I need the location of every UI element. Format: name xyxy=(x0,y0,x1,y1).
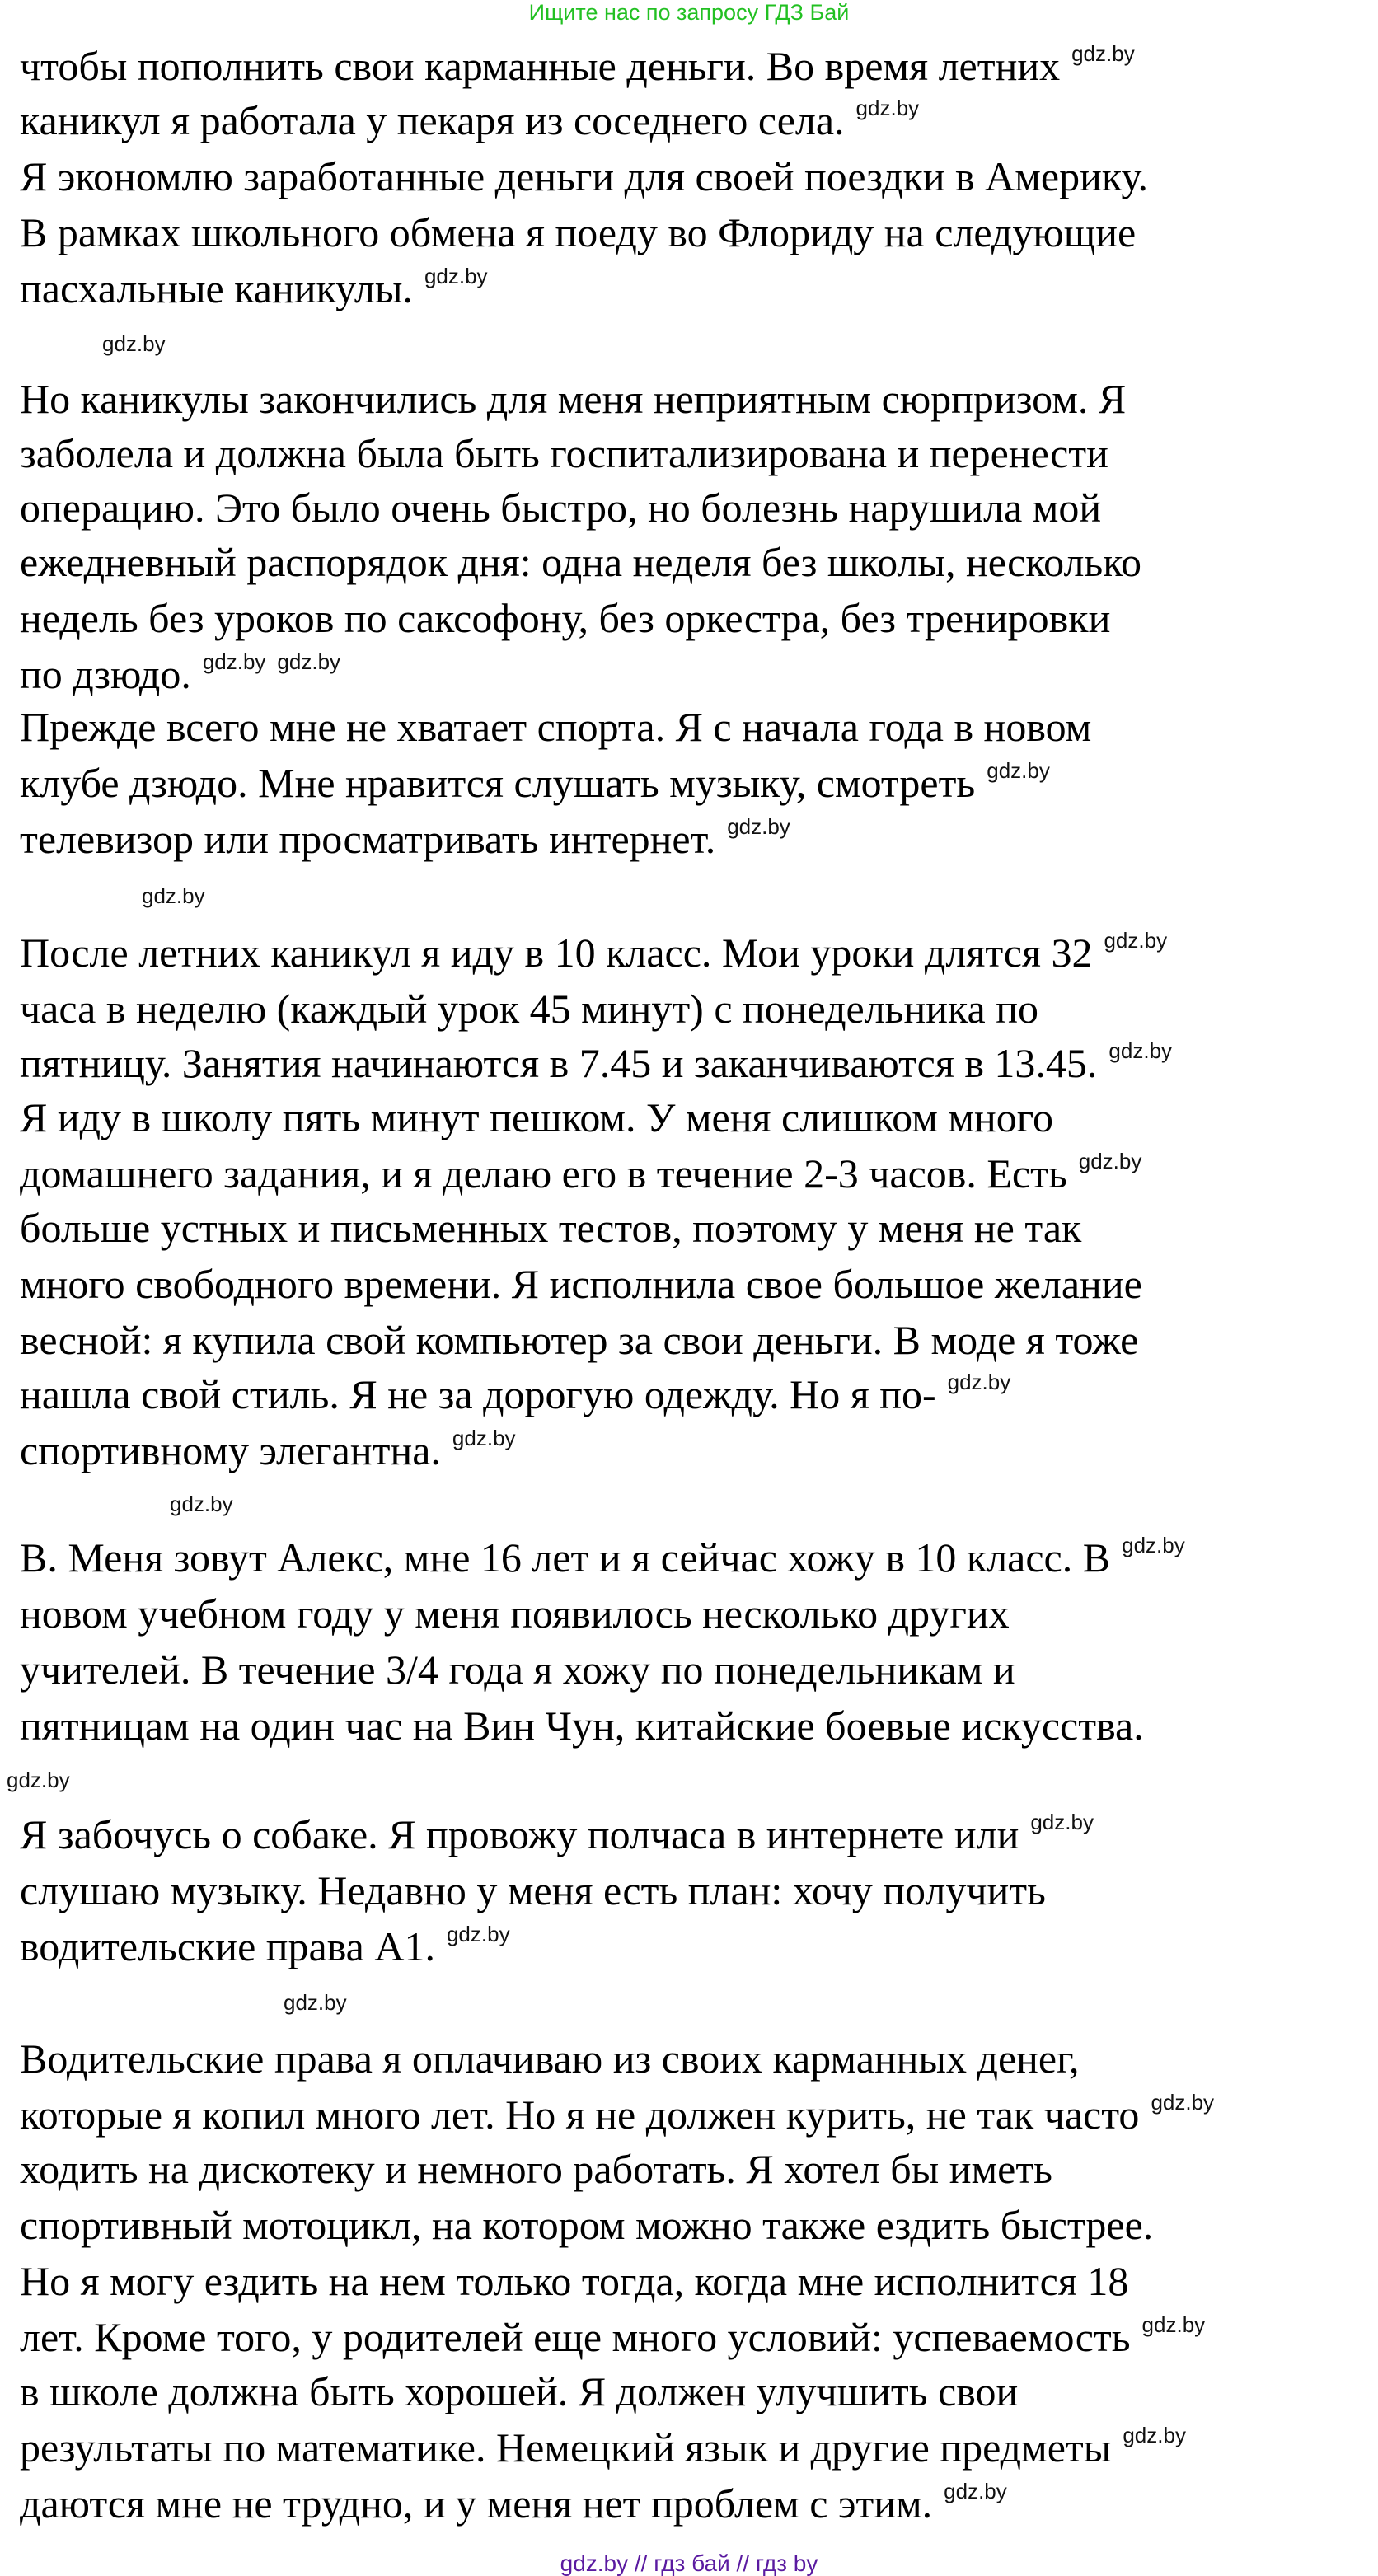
text-line-content: В рамках школьного обмена я поеду во Флориду на следующие xyxy=(20,209,1137,255)
text-line xyxy=(20,41,1135,91)
text-line xyxy=(20,1589,1010,1638)
watermark-text: gdz.by xyxy=(7,1768,70,1792)
text-line-content: пятницам на один час на Вин Чун, китайские боевые искусства. xyxy=(20,1703,1144,1749)
watermark-text: gdz.by xyxy=(202,649,266,674)
text-line-content: телевизор или просматривать интернет. xyxy=(20,816,716,862)
watermark-text: gdz.by xyxy=(1141,2312,1206,2337)
text-line xyxy=(20,1645,1015,1694)
watermark-text: gdz.by xyxy=(1071,41,1135,66)
footer-banner: gdz.by // гдз бай // гдз by xyxy=(560,2550,818,2576)
text-line xyxy=(20,1810,1094,1859)
text-line-content: заболела и должна была быть госпитализирована и перенести xyxy=(20,430,1108,476)
text-line xyxy=(20,984,1038,1033)
text-line-content: домашнего задания, и я делаю его в течение 2-3 часов. Есть xyxy=(20,1150,1067,1197)
watermark-text: gdz.by xyxy=(284,1990,347,2015)
text-line xyxy=(20,2200,1153,2250)
text-line xyxy=(20,593,1110,643)
text-line xyxy=(20,2479,1007,2528)
text-line-content: больше устных и письменных тестов, поэтому у меня не так xyxy=(20,1205,1082,1251)
text-line-content: Но каникулы закончились для меня неприятным сюрпризом. Я xyxy=(20,376,1127,422)
text-line-content: недель без уроков по саксофону, без оркестра, без тренировки xyxy=(20,595,1111,641)
text-line-content: В. Меня зовут Алекс, мне 16 лет и я сейчас хожу в 10 класс. В xyxy=(20,1534,1111,1581)
text-line xyxy=(20,537,1141,587)
text-line xyxy=(20,1533,1185,1582)
watermark-text: gdz.by xyxy=(1123,2423,1186,2447)
watermark-text: gdz.by xyxy=(452,1426,516,1450)
watermark-text: gdz.by xyxy=(170,1492,233,1516)
text-line xyxy=(20,374,1126,424)
text-line-content: Водительские права я оплачиваю из своих карманных денег, xyxy=(20,2035,1080,2082)
text-line-content: чтобы пополнить свои карманные деньги. Во время летних xyxy=(20,43,1061,89)
text-line-content: много свободного времени. Я исполнила свое большое желание xyxy=(20,1261,1142,1307)
watermark-text: gdz.by xyxy=(424,264,488,288)
text-line-content: клубе дзюдо. Мне нравится слушать музыку, смотреть xyxy=(20,760,976,806)
text-line xyxy=(20,758,1050,808)
watermark-text: gdz.by xyxy=(1030,1810,1094,1834)
text-line xyxy=(20,1922,510,1971)
watermark-text: gdz.by xyxy=(102,331,166,356)
watermark-text: gdz.by xyxy=(855,96,920,120)
text-line-content: учителей. В течение 3/4 года я хожу по понедельникам и xyxy=(20,1646,1015,1693)
text-line xyxy=(20,1426,516,1475)
text-line xyxy=(20,1370,1010,1419)
text-line xyxy=(20,96,919,145)
watermark-text: gdz.by xyxy=(1122,1533,1185,1557)
watermark-text: gdz.by xyxy=(1104,928,1168,953)
text-line xyxy=(20,1093,1053,1142)
text-line xyxy=(20,1149,1141,1198)
text-line xyxy=(20,702,1091,752)
watermark-text: gdz.by xyxy=(1108,1038,1173,1063)
text-line-content: даются мне не трудно, и у меня нет проблем с этим. xyxy=(20,2480,933,2527)
text-line-content: Я экономлю заработанные деньги для своей поездки в Америку. xyxy=(20,153,1148,199)
text-line xyxy=(20,2423,1186,2472)
watermark-text: gdz.by xyxy=(277,649,341,674)
text-line-content: Я забочусь о собаке. Я провожу полчаса в интернете или xyxy=(20,1811,1019,1857)
text-line xyxy=(20,1259,1142,1309)
text-line xyxy=(20,814,790,864)
watermark-text: gdz.by xyxy=(987,758,1050,783)
text-line-content: которые я копил много лет. Но я не должен курить, не так часто xyxy=(20,2091,1140,2138)
text-line-content: После летних каникул я иду в 10 класс. Мои уроки длятся 32 xyxy=(20,930,1093,976)
watermark-text: gdz.by xyxy=(947,1370,1011,1394)
text-line-content: пятницу. Занятия начинаются в 7.45 и заканчиваются в 13.45. xyxy=(20,1040,1098,1086)
text-line xyxy=(20,1866,1046,1915)
watermark-text: gdz.by xyxy=(142,883,205,908)
text-line xyxy=(20,264,488,313)
text-line-content: ежедневный распорядок дня: одна неделя без школы, несколько xyxy=(20,539,1141,585)
text-line xyxy=(20,2034,1079,2083)
watermark-text: gdz.by xyxy=(1151,2090,1215,2115)
text-line-content: в школе должна быть хорошей. Я должен улучшить свои xyxy=(20,2368,1019,2414)
text-line xyxy=(20,2256,1128,2306)
text-line-content: ходить на дискотеку и немного работать. Я хотел бы иметь xyxy=(20,2146,1052,2192)
watermark-text: gdz.by xyxy=(446,1922,510,1946)
text-line-content: операцию. Это было очень быстро, но болезнь нарушила мой xyxy=(20,485,1102,531)
text-line xyxy=(20,2090,1214,2139)
text-line-content: часа в неделю (каждый урок 45 минут) с понедельника по xyxy=(20,986,1038,1032)
text-line xyxy=(20,2144,1052,2194)
text-line xyxy=(20,1701,1144,1750)
text-line xyxy=(20,649,340,699)
text-line xyxy=(20,2312,1205,2362)
text-line-content: спортивному элегантна. xyxy=(20,1427,441,1473)
text-line-content: каникул я работала у пекаря из соседнего села. xyxy=(20,97,845,143)
text-line-content: Но я могу ездить на нем только тогда, когда мне исполнится 18 xyxy=(20,2258,1129,2304)
watermark-text: gdz.by xyxy=(944,2479,1007,2503)
header-banner: Ищите нас по запросу ГДЗ Бай xyxy=(528,0,850,25)
text-line-content: весной: я купила свой компьютер за свои деньги. В моде я тоже xyxy=(20,1317,1139,1363)
text-line xyxy=(20,1203,1081,1253)
text-line-content: результаты по математике. Немецкий язык и другие предметы xyxy=(20,2424,1112,2471)
text-line xyxy=(20,1038,1172,1088)
text-line-content: водительские права А1. xyxy=(20,1923,435,1969)
text-line-content: нашла свой стиль. Я не за дорогую одежду. Но я по- xyxy=(20,1371,936,1417)
text-line-content: новом учебном году у меня появилось несколько других xyxy=(20,1590,1010,1637)
watermark-text: gdz.by xyxy=(727,814,790,839)
text-line xyxy=(20,2367,1018,2416)
text-line xyxy=(20,928,1167,977)
text-line-content: Я иду в школу пять минут пешком. У меня слишком много xyxy=(20,1094,1054,1140)
text-line xyxy=(20,208,1136,257)
text-line xyxy=(20,152,1148,201)
text-line-content: спортивный мотоцикл, на котором можно также ездить быстрее. xyxy=(20,2202,1154,2248)
text-line-content: Прежде всего мне не хватает спорта. Я с начала года в новом xyxy=(20,704,1092,750)
text-line-content: слушаю музыку. Недавно у меня есть план: хочу получить xyxy=(20,1867,1046,1913)
watermark-text: gdz.by xyxy=(1078,1149,1142,1173)
text-line xyxy=(20,483,1101,532)
text-line-content: лет. Кроме того, у родителей еще много условий: успеваемость xyxy=(20,2314,1131,2360)
text-line xyxy=(20,429,1108,478)
text-line-content: пасхальные каникулы. xyxy=(20,265,413,311)
text-line xyxy=(20,1315,1138,1365)
text-line-content: по дзюдо. xyxy=(20,651,191,697)
